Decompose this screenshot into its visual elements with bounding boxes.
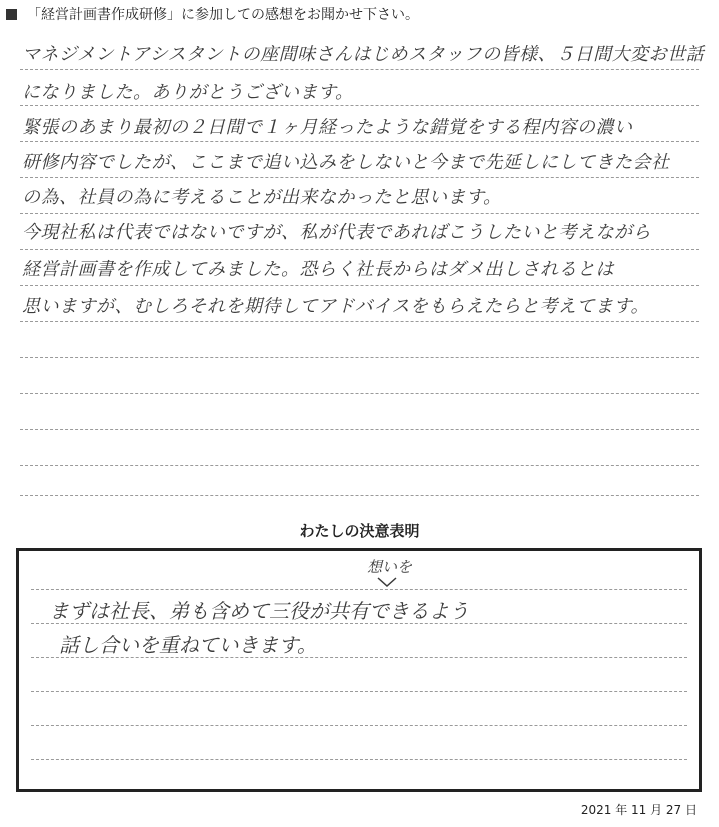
ruled-line: [20, 141, 699, 142]
impression-line: になりました。ありがとうございます。: [22, 82, 354, 103]
resolution-title: わたしの決意表明: [299, 522, 420, 540]
resolution-line: まずは社長、弟も含めて三役が共有できるよう: [49, 599, 469, 623]
insertion-caret-icon: [377, 577, 397, 587]
question-header: [6, 4, 419, 24]
impression-line: 思いますが、むしろそれを期待してアドバイスをもらえたらと考えてます。: [22, 296, 650, 317]
ruled-line: [20, 285, 699, 286]
ruled-line: [31, 759, 687, 760]
ruled-line: [20, 213, 699, 214]
ruled-line: [20, 495, 699, 496]
impression-line: 研修内容でしたが、ここまで追い込みをしないと今まで先延しにしてきた会社: [22, 152, 670, 173]
insertion-note: 想いを: [367, 558, 413, 576]
ruled-line: [31, 589, 687, 590]
ruled-line: [31, 691, 687, 692]
ruled-line: [20, 249, 699, 250]
impression-line: マネジメントアシスタントの座間味さんはじめスタッフの皆様、５日間大変お世話: [22, 44, 705, 65]
impression-line: 緊張のあまり最初の２日間で１ヶ月経ったような錯覚をする程内容の濃い: [22, 117, 633, 138]
impression-line: 今現社私は代表ではないですが、私が代表であればこうしたいと考えながら: [22, 222, 651, 243]
resolution-line: 話し合いを重ねていきます。: [59, 633, 317, 657]
ruled-line: [20, 465, 699, 466]
question-title: 「経営計画書作成研修」に参加しての感想をお聞かせ下さい。: [27, 7, 419, 23]
submission-date: 2021 年 11 月 27 日: [580, 803, 697, 817]
ruled-line: [20, 105, 699, 106]
ruled-line: [20, 357, 699, 358]
ruled-line: [20, 321, 699, 322]
resolution-box: [16, 548, 702, 792]
ruled-line: [20, 393, 699, 394]
ruled-line: [20, 177, 699, 178]
ruled-line: [31, 725, 687, 726]
square-bullet-icon: [6, 9, 17, 20]
impression-line: の為、社員の為に考えることが出来なかったと思います。: [22, 187, 502, 208]
ruled-line: [20, 429, 699, 430]
impression-line: 経営計画書を作成してみました。恐らく社長からはダメ出しされるとは: [22, 259, 614, 280]
ruled-line: [20, 69, 699, 70]
